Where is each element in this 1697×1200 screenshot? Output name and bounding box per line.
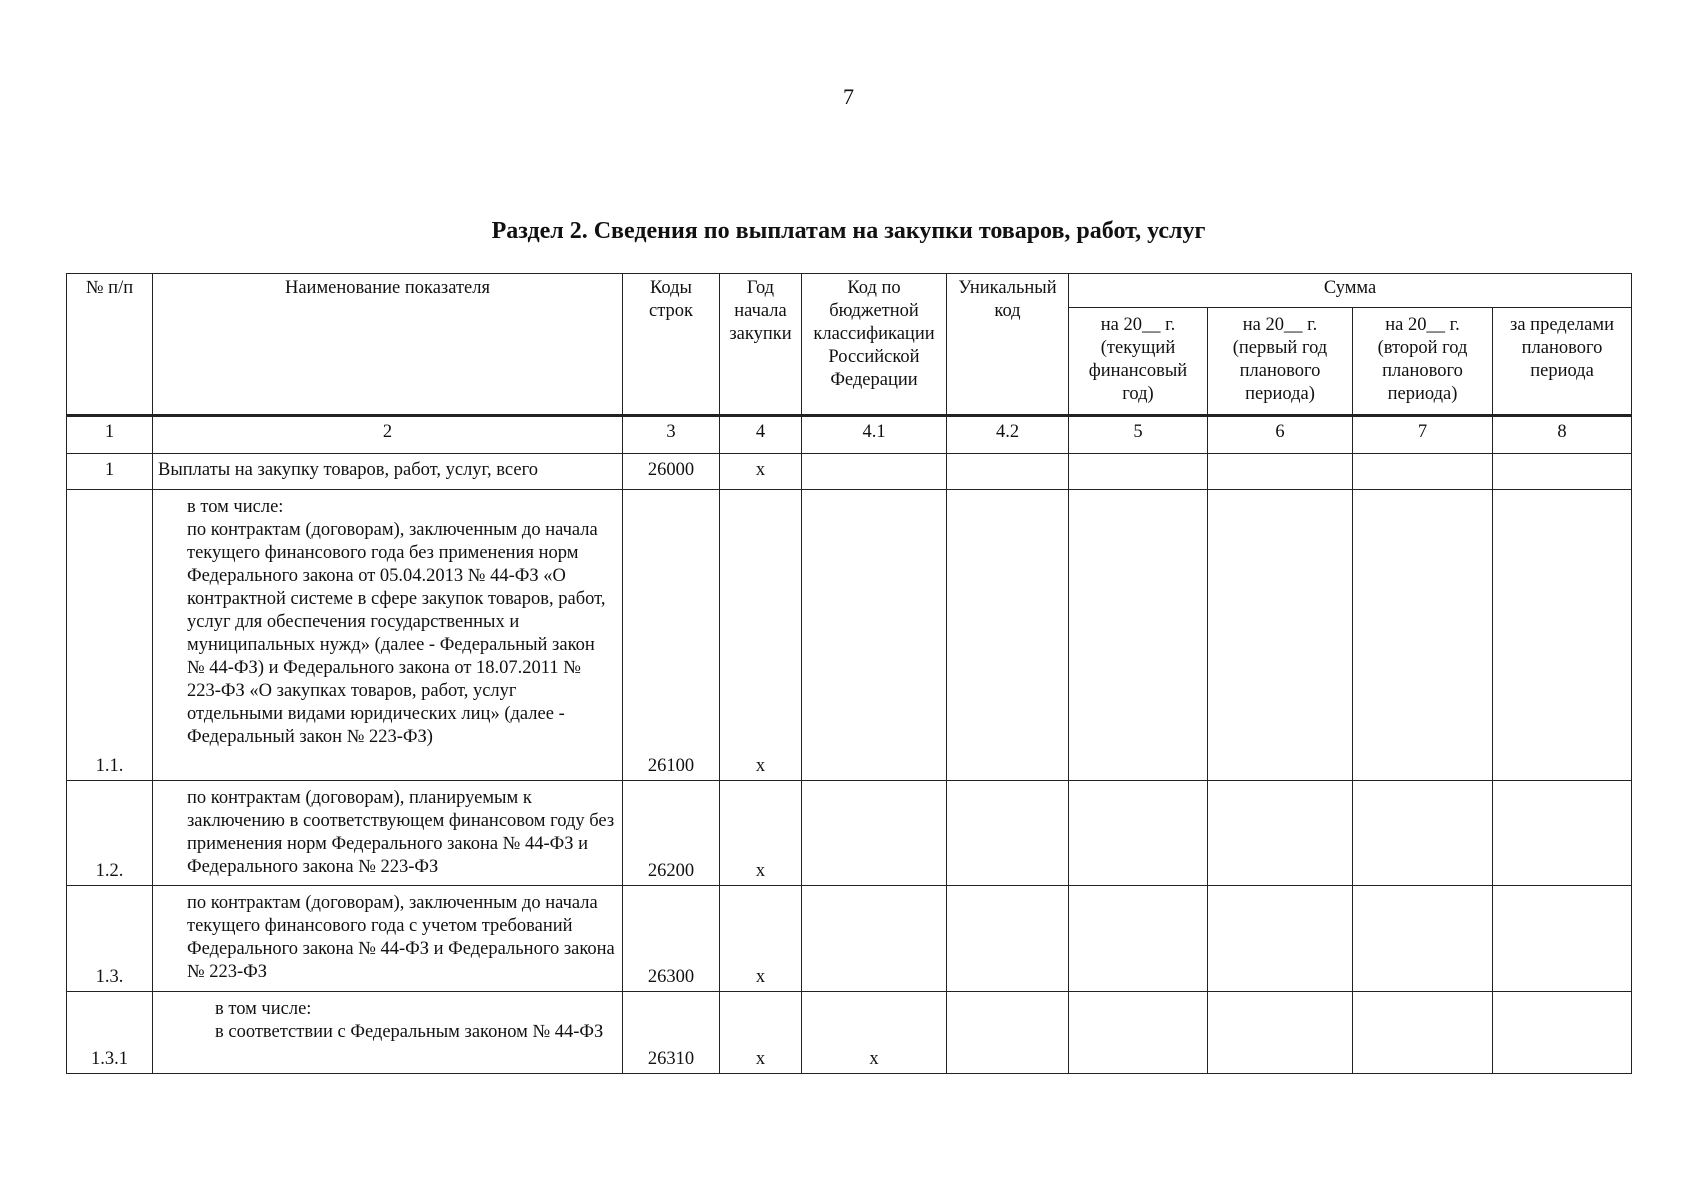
row-sum-cell (1353, 886, 1493, 992)
row-budget-code (802, 781, 947, 886)
row-sum-cell (1069, 781, 1208, 886)
column-number: 8 (1493, 416, 1632, 454)
section-title: Раздел 2. Сведения по выплатам на закупки товаров, работ, услуг (491, 218, 1206, 244)
row-sum-cell (1353, 454, 1493, 490)
column-number: 3 (623, 416, 720, 454)
row-sum-cell (1493, 992, 1632, 1074)
row-year: x (720, 490, 802, 781)
header-unique-code: Уникальный код (947, 274, 1069, 416)
row-number: 1.3.1 (67, 992, 153, 1074)
table-row (67, 886, 1632, 992)
row-number: 1.2. (67, 781, 153, 886)
header-codes: Коды строк (623, 274, 720, 416)
row-name: по контрактам (договорам), планируемым к заключению в соответствующем финансовом году без применения норм Федерального закона № 44-ФЗ и Федерального закона № 223-ФЗ (153, 781, 623, 886)
row-sum-cell (1208, 454, 1353, 490)
column-number-row (67, 416, 1632, 454)
row-number: 1.3. (67, 886, 153, 992)
row-unique-code (947, 992, 1069, 1074)
row-unique-code (947, 886, 1069, 992)
row-year: x (720, 992, 802, 1074)
row-sum-cell (1208, 886, 1353, 992)
row-year: x (720, 781, 802, 886)
row-budget-code: x (802, 992, 947, 1074)
column-number: 7 (1353, 416, 1493, 454)
row-code: 26100 (623, 490, 720, 781)
row-name: Выплаты на закупку товаров, работ, услуг, всего (153, 454, 623, 490)
table-row (67, 490, 1632, 781)
column-number: 5 (1069, 416, 1208, 454)
table-row (67, 454, 1632, 490)
table-row (67, 992, 1632, 1074)
row-sum-cell (1069, 490, 1208, 781)
header-name: Наименование показателя (153, 274, 623, 416)
header-sum-current-year: на 20__ г. (текущий финансовый год) (1069, 308, 1208, 416)
row-name: в том числе: по контрактам (договорам), заключенным до начала текущего финансового года без применения норм Федерального закона от 05.04.2013 № 44-ФЗ «О контрактной системе в сфере закупок товаров, работ, услуг для обеспечения государственных и муниципальных нужд» (далее - Федеральный закон № 44-ФЗ) и Федерального закона от 18.07.2011 № 223-ФЗ «О закупках товаров, работ, услуг отдельными видами юридических лиц» (далее - Федеральный закон № 223-ФЗ) (153, 490, 623, 781)
row-sum-cell (1493, 781, 1632, 886)
column-number: 2 (153, 416, 623, 454)
row-unique-code (947, 490, 1069, 781)
row-unique-code (947, 454, 1069, 490)
row-code: 26300 (623, 886, 720, 992)
row-code: 26200 (623, 781, 720, 886)
row-sum-cell (1493, 886, 1632, 992)
row-code: 26310 (623, 992, 720, 1074)
header-sum-second-plan-year: на 20__ г. (второй год планового периода) (1353, 308, 1493, 416)
column-number: 4 (720, 416, 802, 454)
table-row (67, 781, 1632, 886)
row-number: 1 (67, 454, 153, 490)
header-sum: Сумма (1069, 274, 1632, 308)
row-sum-cell (1208, 992, 1353, 1074)
row-sum-cell (1493, 454, 1632, 490)
row-sum-cell (1353, 781, 1493, 886)
column-number: 4.1 (802, 416, 947, 454)
row-budget-code (802, 490, 947, 781)
row-year: x (720, 454, 802, 490)
row-budget-code (802, 454, 947, 490)
row-budget-code (802, 886, 947, 992)
row-sum-cell (1069, 886, 1208, 992)
header-year: Год начала закупки (720, 274, 802, 416)
header-sum-beyond-plan: за пределами планового периода (1493, 308, 1632, 416)
row-sum-cell (1069, 454, 1208, 490)
row-code: 26000 (623, 454, 720, 490)
row-sum-cell (1069, 992, 1208, 1074)
header-num: № п/п (67, 274, 153, 416)
column-number: 1 (67, 416, 153, 454)
header-row (67, 274, 1632, 308)
row-name: в том числе: в соответствии с Федеральным законом № 44-ФЗ (153, 992, 623, 1074)
header-sum-first-plan-year: на 20__ г. (первый год планового периода) (1208, 308, 1353, 416)
payments-table (66, 273, 1632, 1074)
row-unique-code (947, 781, 1069, 886)
row-sum-cell (1493, 490, 1632, 781)
column-number: 4.2 (947, 416, 1069, 454)
header-budget-code: Код по бюджетной классификации Российской Федерации (802, 274, 947, 416)
column-number: 6 (1208, 416, 1353, 454)
page-number: 7 (843, 84, 854, 109)
row-sum-cell (1208, 490, 1353, 781)
row-sum-cell (1353, 490, 1493, 781)
row-sum-cell (1208, 781, 1353, 886)
row-sum-cell (1353, 992, 1493, 1074)
row-name: по контрактам (договорам), заключенным до начала текущего финансового года с учетом требований Федерального закона № 44-ФЗ и Федерального закона № 223-ФЗ (153, 886, 623, 992)
row-year: x (720, 886, 802, 992)
row-number: 1.1. (67, 490, 153, 781)
